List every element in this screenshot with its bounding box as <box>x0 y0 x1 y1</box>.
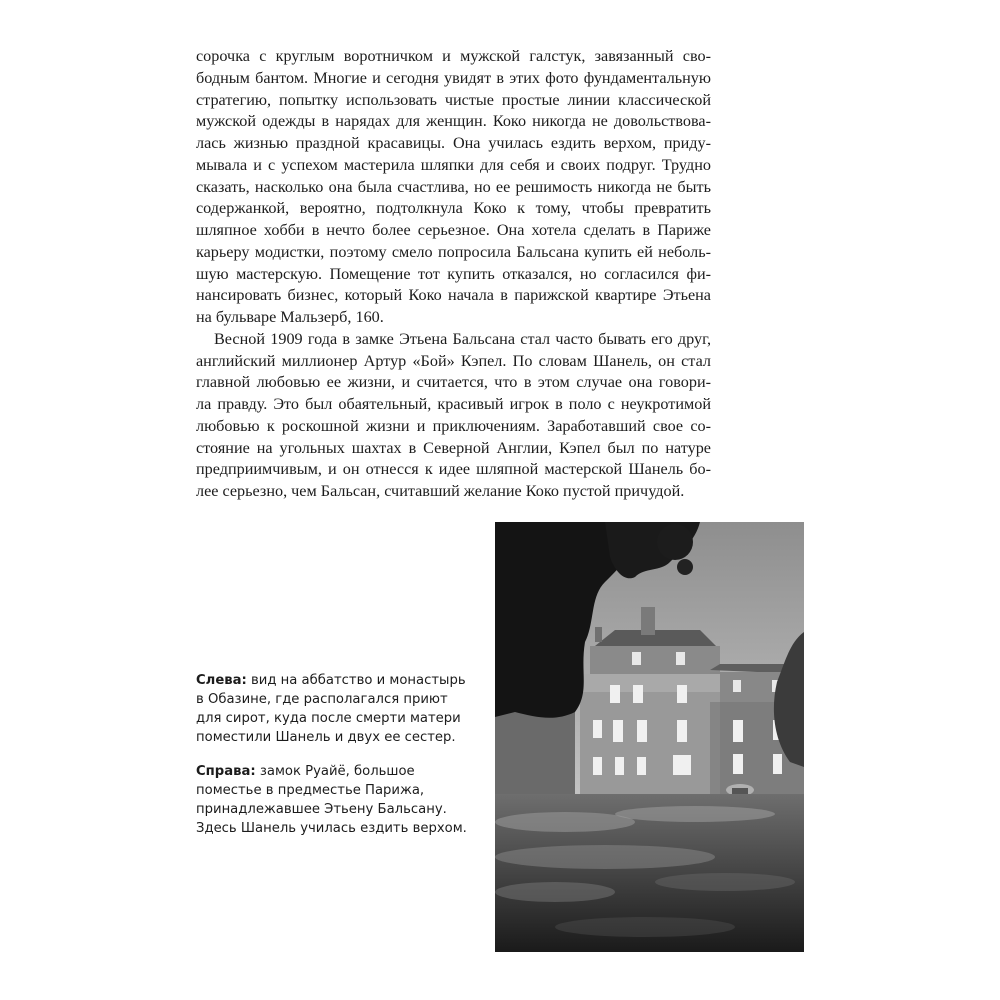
text-line: шляпное хобби в нечто более серьезное. Она хотела сделать в Париже <box>196 221 711 239</box>
text-line: стратегию, попытку использовать чистые простые линии классической <box>196 90 711 109</box>
text-line: мывала и с успехом мастерила шляпки для себя и своих подруг. Трудно <box>196 155 711 174</box>
text-line: сорочка с круглым воротничком и мужской галстук, завязанный сво- <box>196 47 711 65</box>
text-line: Весной 1909 года в замке Этьена Бальсана стал часто бывать его друг, <box>214 329 711 348</box>
text-line: бодным бантом. Многие и сегодня увидят в этих фото фундаментальную <box>196 68 711 87</box>
chateau-photo <box>495 522 804 952</box>
text-line: ла правду. Это был обаятельный, красивый игрок в поло с неукротимой <box>196 395 711 413</box>
text-line: сказать, насколько она была счастлива, но ее решимость никогда не быть <box>196 177 711 196</box>
text-line: мужской одежды в нарядах для женщин. Коко никогда не довольствова- <box>196 112 711 131</box>
text-line: предприимчивым, и он отнесся к идее шляпной мастерской Шанель бо- <box>196 460 711 479</box>
caption-left-label: Слева: <box>196 673 247 688</box>
text-line: английский миллионер Артур «Бой» Кэпел. По словам Шанель, он стал <box>196 351 711 370</box>
text-line: лась жизнью праздной красавицы. Она училась ездить верхом, приду- <box>196 134 711 152</box>
text-line: содержанкой, вероятно, подтолкнула Коко к тому, чтобы превратить <box>196 199 711 218</box>
text-line: карьеру модистки, поэтому смело попросила Бальсана купить ей неболь- <box>196 242 711 261</box>
caption-left-text: вид на аббатство и монастырь в Обазине, где располагался приют для сирот, куда после смерти матери поместили Шанель и двух ее сестер. <box>196 673 466 745</box>
caption-left <box>196 671 476 747</box>
caption-right-label: Справа: <box>196 764 256 779</box>
text-line: главной любовью ее жизни, и считается, что в этом случае она говори- <box>196 373 711 392</box>
chateau-photo-illustration <box>495 522 804 952</box>
text-line: на бульваре Мальзерб, 160. <box>196 308 384 326</box>
photo-captions <box>196 671 476 853</box>
text-line: нансировать бизнес, который Коко начала в парижской квартире Этьена <box>196 286 711 305</box>
text-line: шую мастерскую. Помещение тот купить отказался, но согласился фи- <box>196 264 711 283</box>
text-line: стояние на угольных шахтах в Северной Англии, Кэпел был по натуре <box>196 438 711 457</box>
paragraph-2 <box>196 329 711 503</box>
text-line: любовью к роскошной жизни и приключениям. Заработавший свое со- <box>196 416 711 435</box>
caption-right <box>196 762 476 838</box>
paragraph-1 <box>196 46 711 329</box>
caption-right-text: замок Руайё, большое поместье в предместье Парижа, принадлежавшее Этьену Бальсану. Здесь Шанель училась ездить верхом. <box>196 764 467 836</box>
article-body <box>196 46 711 503</box>
text-line: лее серьезно, чем Бальсан, считавший желание Коко пустой причудой. <box>196 482 685 500</box>
